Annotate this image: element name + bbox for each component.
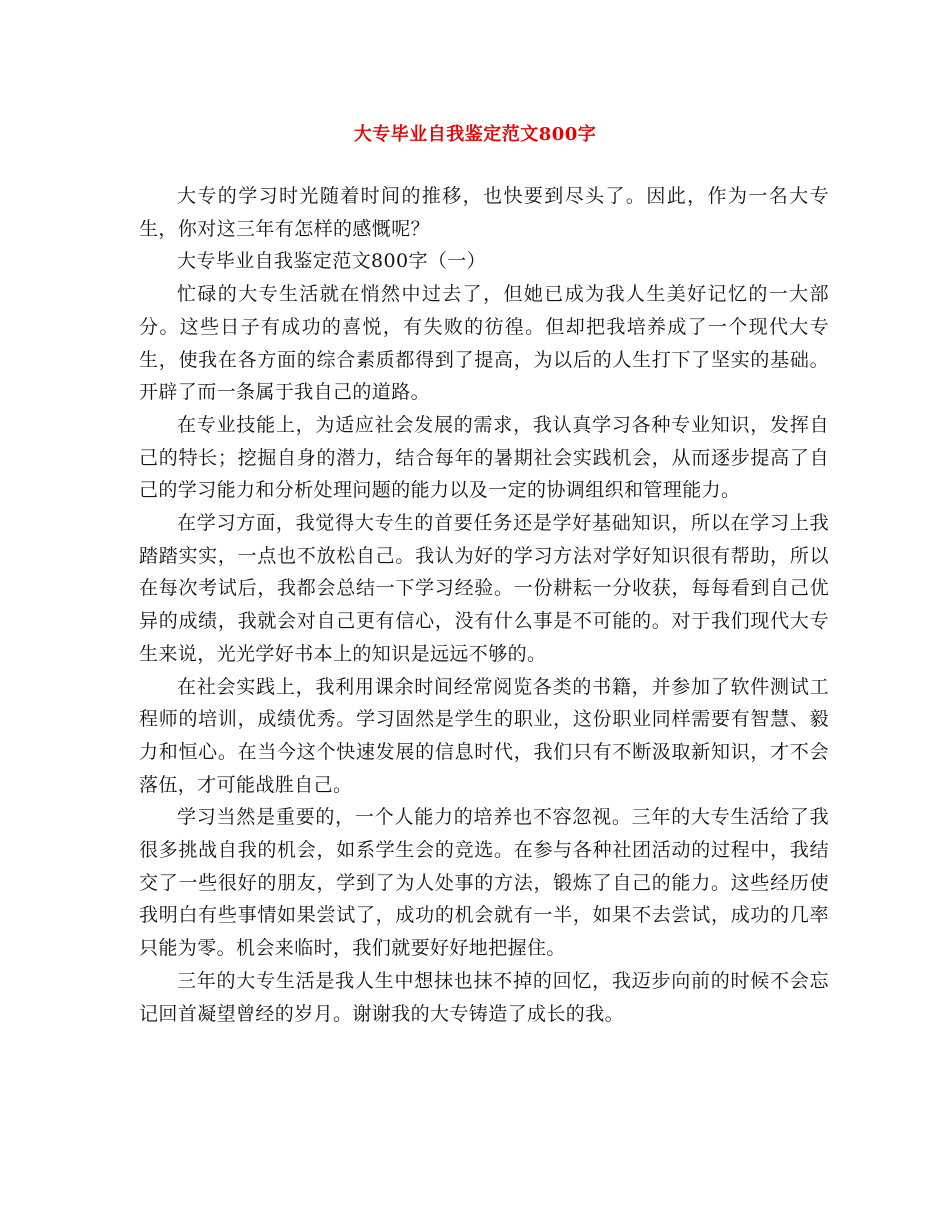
intro-paragraph: 大专的学习时光随着时间的推移，也快要到尽头了。因此，作为一名大专生，你对这三年有怎样的感慨呢？ <box>139 185 829 240</box>
body-paragraph: 忙碌的大专生活就在悄然中过去了，但她已成为我人生美好记忆的一大部分。这些日子有成功的喜悦，有失败的彷徨。但却把我培养成了一个现代大专生，使我在各方面的综合素质都得到了提高，为以后的人生打下了坚实的基础。开辟了而一条属于我自己的道路。 <box>139 283 829 404</box>
body-paragraph: 在学习方面，我觉得大专生的首要任务还是学好基础知识，所以在学习上我踏踏实实，一点也不放松自己。我认为好的学习方法对学好知识很有帮助，所以在每次考试后，我都会总结一下学习经验。一份耕耘一分收获，每每看到自己优异的成绩，我就会对自己更有信心，没有什么事是不可能的。对于我们现代大专生来说，光光学好书本上的知识是远远不够的。 <box>139 512 829 665</box>
body-paragraph: 在社会实践上，我利用课余时间经常阅览各类的书籍，并参加了软件测试工程师的培训，成绩优秀。学习固然是学生的职业，这份职业同样需要有智慧、毅力和恒心。在当今这个快速发展的信息时代，我们只有不断汲取新知识，才不会落伍，才可能战胜自己。 <box>139 675 829 796</box>
section-heading: 大专毕业自我鉴定范文800字（一） <box>177 250 487 273</box>
document-title: 大专毕业自我鉴定范文800字 <box>353 124 597 145</box>
body-paragraph: 在专业技能上，为适应社会发展的需求，我认真学习各种专业知识，发挥自己的特长；挖掘自身的潜力，结合每年的暑期社会实践机会，从而逐步提高了自己的学习能力和分析处理问题的能力以及一定的协调组织和管理能力。 <box>139 413 829 502</box>
closing-paragraph: 三年的大专生活是我人生中想抹也抹不掉的回忆，我迈步向前的时候不会忘记回首凝望曾经的岁月。谢谢我的大专铸造了成长的我。 <box>139 969 829 1025</box>
document-body <box>139 180 829 1030</box>
body-paragraph: 学习当然是重要的，一个人能力的培养也不容忽视。三年的大专生活给了我很多挑战自我的机会，如系学生会的竞选。在参与各种社团活动的过程中，我结交了一些很好的朋友，学到了为人处事的方法，锻炼了自己的能力。这些经历使我明白有些事情如果尝试了，成功的机会就有一半，如果不去尝试，成功的几率只能为零。机会来临时，我们就要好好地把握住。 <box>139 806 829 960</box>
